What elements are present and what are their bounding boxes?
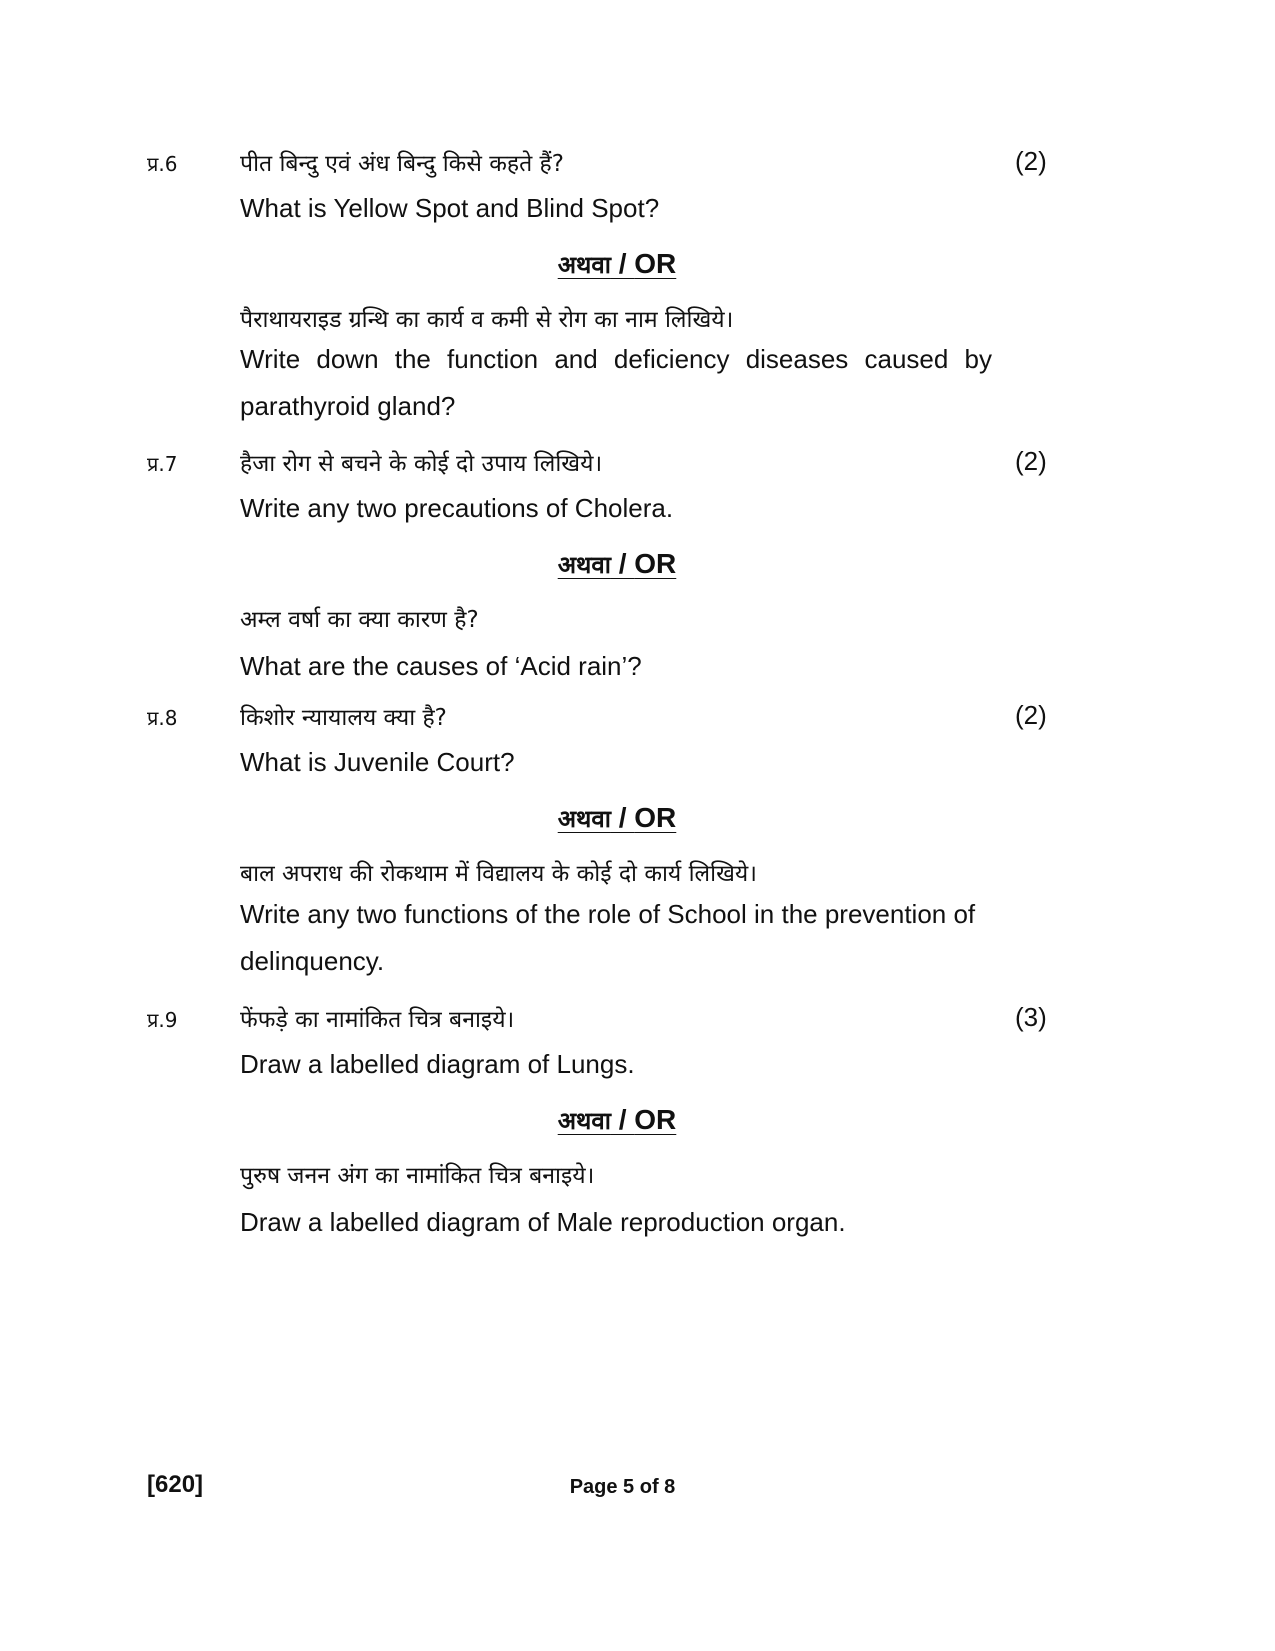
question-9-english: Draw a labelled diagram of Lungs. [240,1049,635,1079]
question-7-alt-english: What are the causes of ‘Acid rain’? [240,651,642,681]
question-6-number: प्र.6 [147,152,178,176]
or-label-english: OR [634,802,677,833]
or-label-separator: / [610,1104,635,1135]
or-label-separator: / [610,802,635,833]
question-8-or-label [0,802,1234,835]
question-9-or-label [0,1104,1234,1137]
or-label-hindi: अथवा [557,551,611,579]
question-6-alt-english: Write down the function and deficiency diseases caused by parathyroid gland? [240,344,992,421]
or-label-english: OR [634,548,677,579]
question-8-number: प्र.8 [147,706,178,730]
question-9-alt-hindi: पुरुष जनन अंग का नामांकित चित्र बनाइये। [240,1163,595,1189]
or-label-english: OR [634,1104,677,1135]
question-6-marks: (2) [1015,146,1047,176]
question-8-english: What is Juvenile Court? [240,747,515,777]
question-7-number: प्र.7 [147,452,178,476]
question-8-marks: (2) [1015,700,1047,730]
or-label-hindi: अथवा [557,805,611,833]
question-6-english: What is Yellow Spot and Blind Spot? [240,193,660,223]
question-7-hindi: हैजा रोग से बचने के कोई दो उपाय लिखिये। [240,451,603,477]
or-label-hindi: अथवा [557,1107,611,1135]
question-7-english: Write any two precautions of Cholera. [240,493,674,523]
or-label-english: OR [634,248,677,279]
question-6-or-label [0,248,1234,281]
question-7-marks: (2) [1015,446,1047,476]
page-number: Page 5 of 8 [569,1476,676,1498]
question-9-alt-english: Draw a labelled diagram of Male reproduction organ. [240,1207,846,1237]
paper-code: [620] [147,1471,204,1498]
question-9-number: प्र.9 [147,1008,178,1032]
or-label-separator: / [610,548,635,579]
question-6-hindi: पीत बिन्दु एवं अंध बिन्दु किसे कहते हैं? [240,151,564,177]
question-8-alt-hindi: बाल अपराध की रोकथाम में विद्यालय के कोई दो कार्य लिखिये। [240,861,757,887]
question-7-or-label [0,548,1234,581]
or-label-hindi: अथवा [557,251,611,279]
question-8-hindi: किशोर न्यायालय क्या है? [240,705,447,731]
or-label-separator: / [610,248,635,279]
question-8-alt-english: Write any two functions of the role of School in the prevention of delinquency. [240,899,976,976]
question-9-hindi: फेंफड़े का नामांकित चित्र बनाइये। [240,1007,515,1033]
question-6-alt-hindi: पैराथायराइड ग्रन्थि का कार्य व कमी से रोग का नाम लिखिये। [240,307,734,333]
question-7-alt-hindi: अम्ल वर्षा का क्या कारण है? [240,607,479,633]
question-9-marks: (3) [1015,1002,1047,1032]
